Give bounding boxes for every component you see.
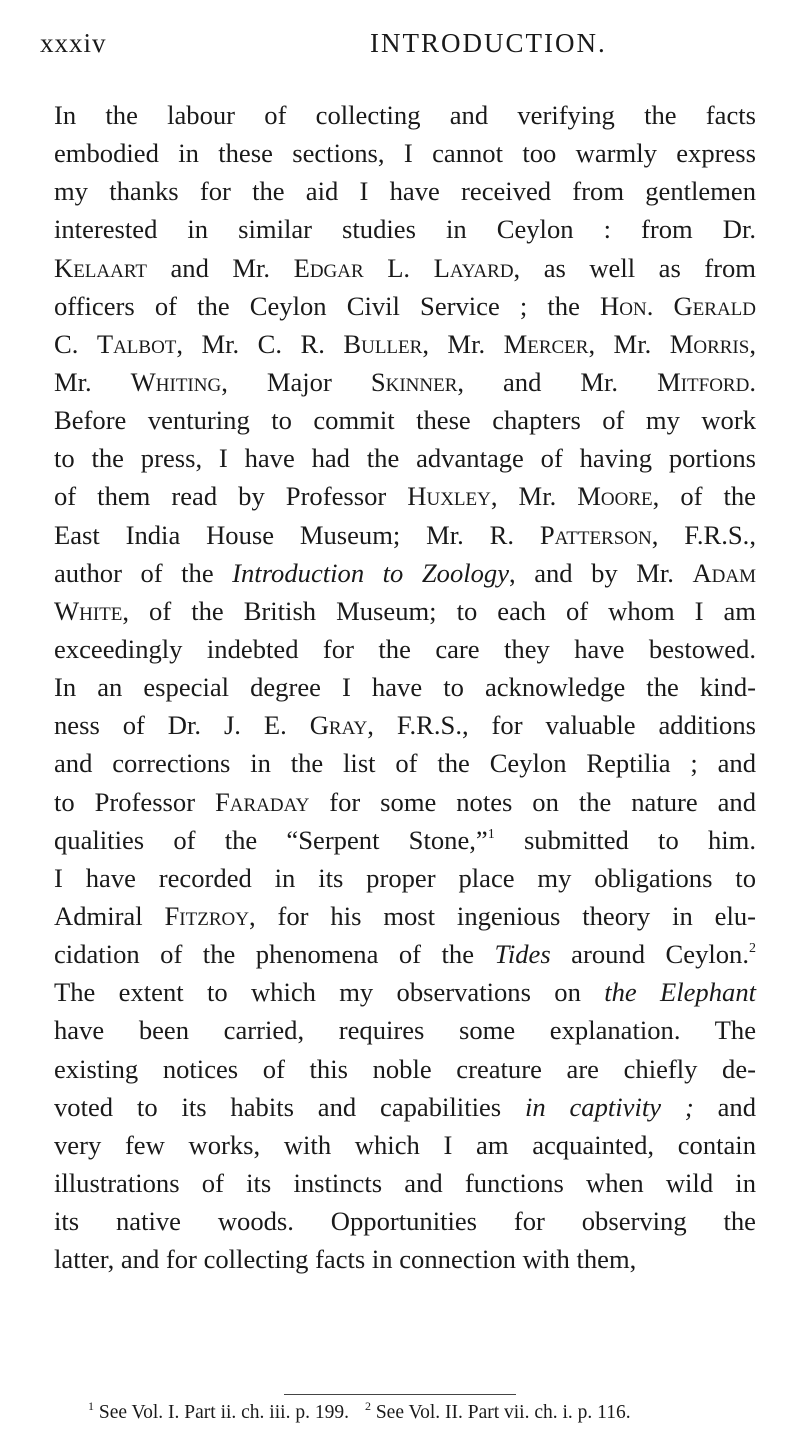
text-run: voted to its habits and capabilities	[54, 1091, 525, 1122]
text-run: Mitford	[657, 366, 750, 397]
text-run: Morris	[669, 328, 750, 359]
text-run: Mr.	[54, 366, 131, 397]
text-line	[54, 706, 756, 744]
text-run: Admiral	[54, 900, 165, 931]
text-run: The extent to which my observations on	[54, 977, 605, 1008]
text-run: illustrations of its instincts and functions when wild in	[54, 1167, 756, 1198]
text-run: Fitzroy	[164, 900, 249, 931]
text-run: Whiting	[130, 366, 222, 397]
text-run: Edgar	[293, 252, 364, 283]
text-run: , for his most ingenious theory in elu-	[248, 900, 756, 931]
text-line	[54, 592, 756, 630]
text-line	[54, 897, 756, 935]
text-run: qualities of the “Serpent Stone,”	[54, 824, 488, 855]
text-run: Moore	[577, 481, 653, 512]
footnote-reference: 2	[749, 941, 756, 957]
text-run: cidation of the phenomena of the	[54, 939, 495, 970]
text-run: exceedingly indebted for the care they have bestowed.	[54, 633, 756, 664]
text-line	[54, 554, 756, 592]
text-run: to the press, I have had the advantage of having portions	[54, 443, 756, 474]
text-line	[54, 96, 756, 134]
text-run: its native woods. Opportunities for observing the	[54, 1206, 756, 1237]
page-number: xxxiv	[40, 28, 107, 58]
text-run: , Mr.	[422, 328, 504, 359]
text-run: existing notices of this noble creature are chiefly de-	[54, 1053, 756, 1084]
text-run: ness of Dr. J. E.	[54, 710, 310, 741]
text-line	[54, 401, 756, 439]
footnote-reference: 1	[487, 826, 495, 842]
text-line	[54, 210, 756, 248]
text-line	[54, 249, 756, 287]
text-run: In an especial degree I have to acknowledge the kind-	[54, 672, 756, 703]
text-line	[54, 630, 756, 668]
footnote-text: See Vol. I. Part ii. ch. iii. p. 199.	[94, 1402, 349, 1423]
text-run: , F.R.S., for valuable additions	[367, 710, 756, 741]
text-line	[54, 477, 756, 515]
text-line	[54, 1240, 756, 1278]
text-run: and Mr.	[147, 252, 294, 283]
text-run: for some notes on the nature and	[309, 786, 757, 817]
text-run: interested in similar studies in Ceylon : from Dr.	[54, 214, 756, 245]
text-run: Introduction to Zoology	[232, 557, 510, 588]
text-run: in captivity ;	[524, 1091, 694, 1122]
footnote-rule	[284, 1394, 516, 1395]
text-run: Before venturing to commit these chapters of my work	[54, 405, 756, 436]
text-run: , Mr.	[588, 328, 670, 359]
text-run: C.	[54, 328, 97, 359]
text-run: Buller	[343, 328, 423, 359]
text-run: L.	[363, 252, 434, 283]
text-run: latter, and for collecting facts in connection with them,	[54, 1244, 637, 1275]
text-run: Mercer	[503, 328, 589, 359]
text-run: and	[693, 1091, 757, 1122]
text-line	[54, 1202, 756, 1240]
text-line	[54, 439, 756, 477]
text-run: Huxley	[407, 481, 491, 512]
text-run: , as well as from	[513, 252, 756, 283]
text-run: author of the	[54, 557, 233, 588]
text-run: East India House Museum; Mr. R.	[54, 519, 540, 550]
text-run: around Ceylon.	[550, 939, 749, 970]
text-run: Hon. Gerald	[600, 290, 757, 321]
text-line	[54, 783, 756, 821]
footnote-mark: 1	[88, 1399, 94, 1413]
text-line	[54, 516, 756, 554]
text-line	[54, 363, 756, 401]
text-run: , of the	[652, 481, 756, 512]
text-run: and corrections in the list of the Ceylon Reptilia ; and	[54, 748, 756, 779]
text-run: Kelaart	[54, 252, 147, 283]
text-run: , Mr.	[490, 481, 578, 512]
footnote-text: See Vol. II. Part vii. ch. i. p. 116.	[370, 1402, 631, 1423]
text-run: Patterson	[539, 519, 652, 550]
text-run: , F.R.S.,	[651, 519, 756, 550]
text-run: White	[54, 595, 123, 626]
text-line	[54, 935, 756, 973]
text-line	[54, 1050, 756, 1088]
text-line	[54, 668, 756, 706]
text-run: I have recorded in its proper place my obligations to	[54, 862, 756, 893]
text-run: , and by Mr.	[509, 557, 693, 588]
footnote-2	[364, 1399, 631, 1423]
text-run: have been carried, requires some explanation. The	[54, 1015, 756, 1046]
text-line	[54, 973, 756, 1011]
text-run: officers of the Ceylon Civil Service ; the	[54, 290, 601, 321]
text-run: Adam	[692, 557, 756, 588]
text-run: embodied in these sections, I cannot too warmly express	[54, 138, 756, 169]
text-line	[54, 172, 756, 210]
text-line	[54, 859, 756, 897]
text-run: .	[749, 366, 756, 397]
text-line	[54, 325, 756, 363]
running-title: INTRODUCTION.	[370, 28, 607, 58]
text-run: my thanks for the aid I have received from gentlemen	[54, 176, 756, 207]
text-run: Layard	[433, 252, 514, 283]
body-text	[54, 96, 756, 1278]
text-run: , of the British Museum; to each of whom I am	[122, 595, 756, 626]
text-run: Gray	[309, 710, 368, 741]
page-header	[40, 28, 760, 68]
text-run: ,	[749, 328, 756, 359]
text-run: the Elephant	[604, 977, 756, 1008]
text-run: very few works, with which I am acquainted, contain	[54, 1129, 756, 1160]
text-run: , Mr. C. R.	[176, 328, 344, 359]
text-run: Skinner	[370, 366, 458, 397]
text-run: Faraday	[215, 786, 310, 817]
text-line	[54, 1088, 756, 1126]
text-run: to Professor	[54, 786, 215, 817]
text-run: of them read by Professor	[54, 481, 408, 512]
text-line	[54, 134, 756, 172]
text-line	[54, 744, 756, 782]
footnotes	[88, 1399, 748, 1424]
text-line	[54, 1011, 756, 1049]
text-line	[54, 821, 756, 859]
text-line	[54, 287, 756, 325]
text-run: submitted to him.	[494, 824, 756, 855]
text-run: , and Mr.	[457, 366, 658, 397]
text-run: Tides	[494, 939, 551, 970]
text-run: In the labour of collecting and verifying the facts	[54, 100, 756, 130]
text-line	[54, 1126, 756, 1164]
text-line	[54, 1164, 756, 1202]
footnote-mark: 2	[364, 1399, 371, 1413]
text-run: Talbot	[96, 328, 177, 359]
footnote-1	[88, 1399, 349, 1423]
text-run: , Major	[221, 366, 371, 397]
